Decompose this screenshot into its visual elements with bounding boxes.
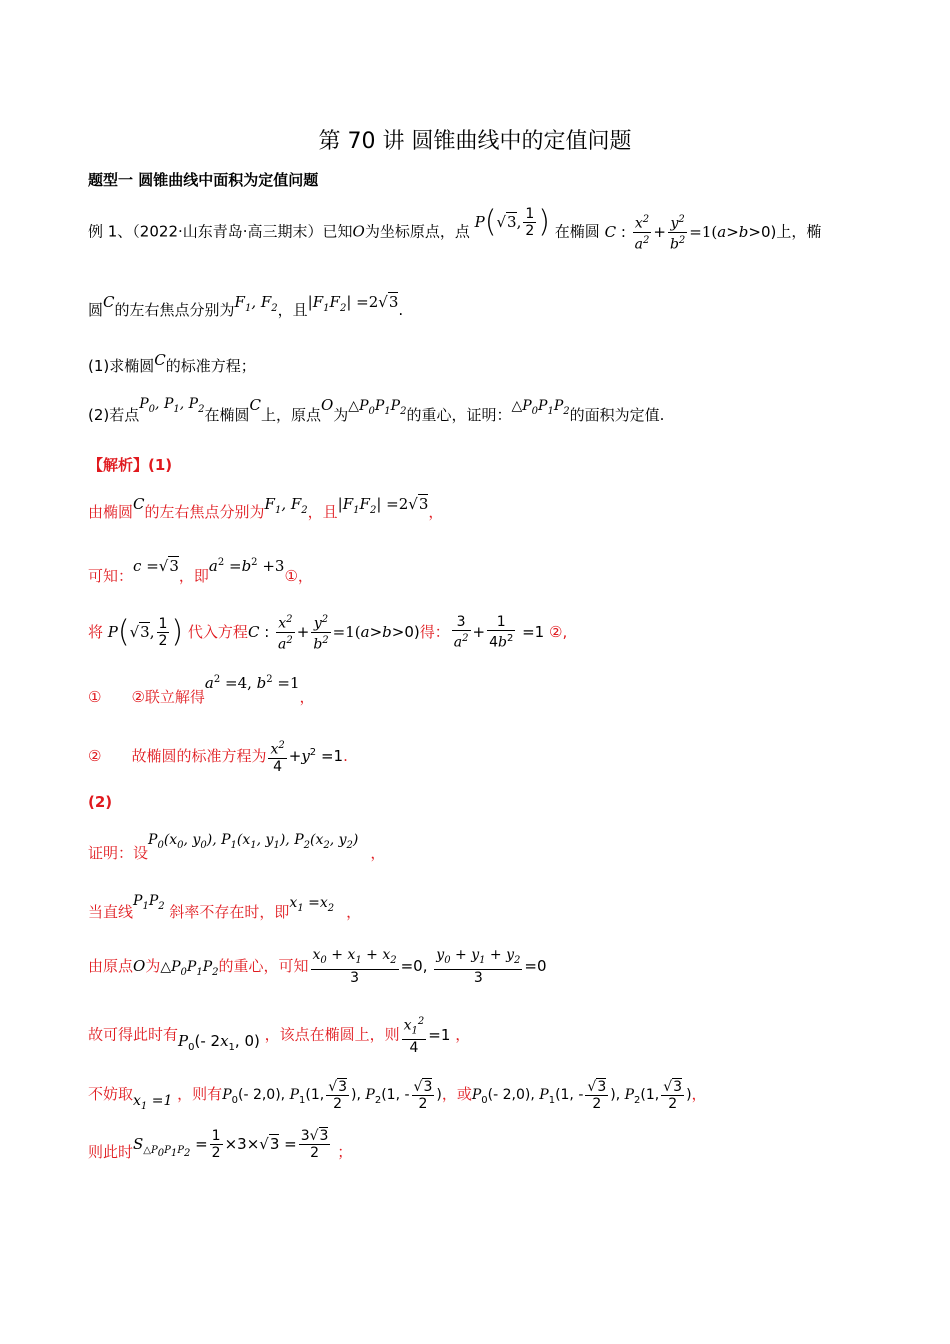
sol-l5-a: ② 故椭圆的标准方程为	[88, 747, 267, 765]
sol-l1-c: ，且	[307, 503, 338, 521]
q2-text-c: 上，原点	[260, 406, 321, 424]
q2-text-b: 在椭圆	[204, 406, 250, 424]
sol-l7-c: ，	[346, 903, 362, 921]
sol-l3-c: 得：	[419, 623, 450, 641]
example-text-1: 为坐标原点，点	[364, 222, 470, 241]
solution-line-4: ① ②联立解得$a^2 =4$, $b^2 =1$，	[88, 674, 315, 706]
sol-l8-b: 为	[145, 957, 161, 975]
example-line2-a: 圆	[88, 301, 104, 319]
example-prefix: 例 1、（2022·山东青岛·高三期末）已知	[88, 222, 353, 241]
solution-label	[88, 455, 172, 475]
sol-l10-d: ，	[691, 1085, 707, 1103]
example-line2-c: ，且	[277, 301, 308, 319]
q1-text-a: (1)求椭圆	[88, 357, 155, 375]
solution-line-7: 当直线$P_1P_2$ 斜率不存在时，即$x_1 =x_2$ ，	[88, 893, 362, 921]
sol-l7-a: 当直线	[88, 903, 134, 921]
solution-line-11: 则此时$S_{\triangle P_0P_1P_2}$ = $\frac{1}{2}$ ×3×√3 = $\frac{3√3}{2}$ ；	[88, 1128, 353, 1161]
example-line-1	[88, 204, 822, 253]
sol-l4-b: ，	[299, 688, 315, 706]
sol-l2-a: 可知：	[88, 567, 134, 585]
sol-l8-a: 由原点	[88, 957, 134, 975]
solution-part1: (1)	[148, 456, 173, 474]
sol-l2-b: ，即	[178, 567, 209, 585]
solution-line-9: 故可得此时有$P_0(-$ $2x_1$, 0) ，该点在椭圆上，则 $\frac{x_1^2}{4}$ =1 ，	[88, 1016, 471, 1057]
sol-l1-d: ，	[428, 503, 444, 521]
sol-l11-b: ；	[337, 1143, 353, 1161]
math-point-p-2: P(√3, $\frac{1}{2}$ )	[107, 614, 184, 650]
sol-l3-d: ②,	[549, 623, 568, 641]
solution-line-1: 由椭圆C的左右焦点分别为$F_1$, $F_2$，且$|F_1F_2| =2√3$，	[88, 495, 444, 521]
example-text-2: 在椭圆	[554, 222, 600, 241]
solution-line-10: 不妨取$x_1 =1$ ，则有$P_0(-$ 2,0), $P_1(1$, $\frac{√3}{2}$ ), $P_2(1$, - $\frac{√3}{2}$ )，或$P_0(-$ 2,0), $P_1(1$, - $\frac{√3}{2}$ ), $P_2(1$, $\frac{√3}{2}$ )，	[88, 1078, 707, 1112]
sol-l3-a: 将	[88, 623, 104, 641]
solution-label-text: 【解析】	[88, 456, 149, 474]
example-line2-b: 的左右焦点分别为	[114, 301, 235, 319]
solution-line-3: 将 P(√3, $\frac{1}{2}$ ) 代入方程C : $\frac{x^2}{a^2}$ + $\frac{y^2}{b^2}$ =1(a>b>0)得： $\frac{3}{a^2}$ + $\frac{1}{4b^2}$ =1 ②,	[88, 614, 568, 653]
sol-l1-b: 的左右焦点分别为	[144, 503, 265, 521]
sol-l10-b: ，则有	[177, 1085, 223, 1103]
sol-l1-a: 由椭圆	[88, 503, 134, 521]
solution-line-5: ② 故椭圆的标准方程为 $\frac{x^2}{4}$ $+y^2 =1$.	[88, 740, 348, 775]
math-point-p: P(√3, $\frac{1}{2}$ )	[474, 204, 550, 240]
sol-l10-a: 不妨取	[88, 1085, 134, 1103]
math-O: O	[352, 222, 365, 241]
sol-l5-b: .	[343, 747, 348, 765]
q2-text-d: 为	[333, 406, 349, 424]
sol-l11-a: 则此时	[88, 1143, 134, 1161]
q2-text-f: 的面积为定值.	[569, 406, 665, 424]
example-line-2: 圆C的左右焦点分别为$F_1$, $F_2$，且$|F_1F_2| =2√3$.	[88, 293, 404, 319]
solution-line-8: 由原点O为$\triangle P_0P_1P_2$的重心，可知 $\frac{x_0 + x_1 + x_2}{3}$ =0, $\frac{y_0 + y_1 + y_2}{3}$ =0	[88, 947, 547, 986]
sol-l10-c: ，或	[441, 1085, 472, 1103]
q1-text-b: 的标准方程；	[165, 357, 256, 375]
example-text-3: 上，椭	[776, 222, 822, 241]
math-ellipse-c: C : $\frac{x^2}{a^2}$ + $\frac{y^2}{b^2}$ =1(a>b>0)	[604, 214, 777, 253]
question-1: (1)求椭圆C的标准方程；	[88, 351, 256, 375]
sol-l9-a: 故可得此时有	[88, 1025, 179, 1044]
q2-text-a: (2)若点	[88, 406, 140, 424]
example-line2-d: .	[398, 301, 404, 319]
solution-line-6: 证明：设$P_0(x_0$, $y_0$), $P_1(x_1$, $y_1$), $P_2(x_2$, $y_2$)，	[88, 832, 386, 862]
solution-part-2: (2)	[88, 793, 113, 811]
section-heading: 题型一 圆锥曲线中面积为定值问题	[88, 171, 319, 189]
sol-l6-b: ，	[370, 844, 386, 862]
sol-l3-b: 代入方程	[187, 623, 248, 641]
q2-text-e: 的重心，证明：	[406, 406, 512, 424]
question-2: (2)若点$P_0$, $P_1$, $P_2$在椭圆C上，原点O为$\triangle P_0P_1P_2$的重心，证明：$\triangle P_0P_1P_2$的面积为定值.	[88, 396, 665, 424]
solution-line-2: 可知：c =√3，即$a^2 =b^2$ +3①，	[88, 557, 313, 585]
sol-l2-c: ①，	[284, 567, 313, 585]
sol-l7-b: 斜率不存在时，即	[169, 903, 290, 921]
sol-l9-c: ，	[455, 1025, 471, 1044]
sol-l9-b: ，该点在椭圆上，则	[264, 1025, 400, 1044]
page-title: 第 70 讲 圆锥曲线中的定值问题	[318, 129, 632, 154]
sol-l6-a: 证明：设	[88, 844, 149, 862]
sol-l8-c: 的重心，可知	[218, 957, 309, 975]
sol-l4-a: ① ②联立解得	[88, 688, 205, 706]
